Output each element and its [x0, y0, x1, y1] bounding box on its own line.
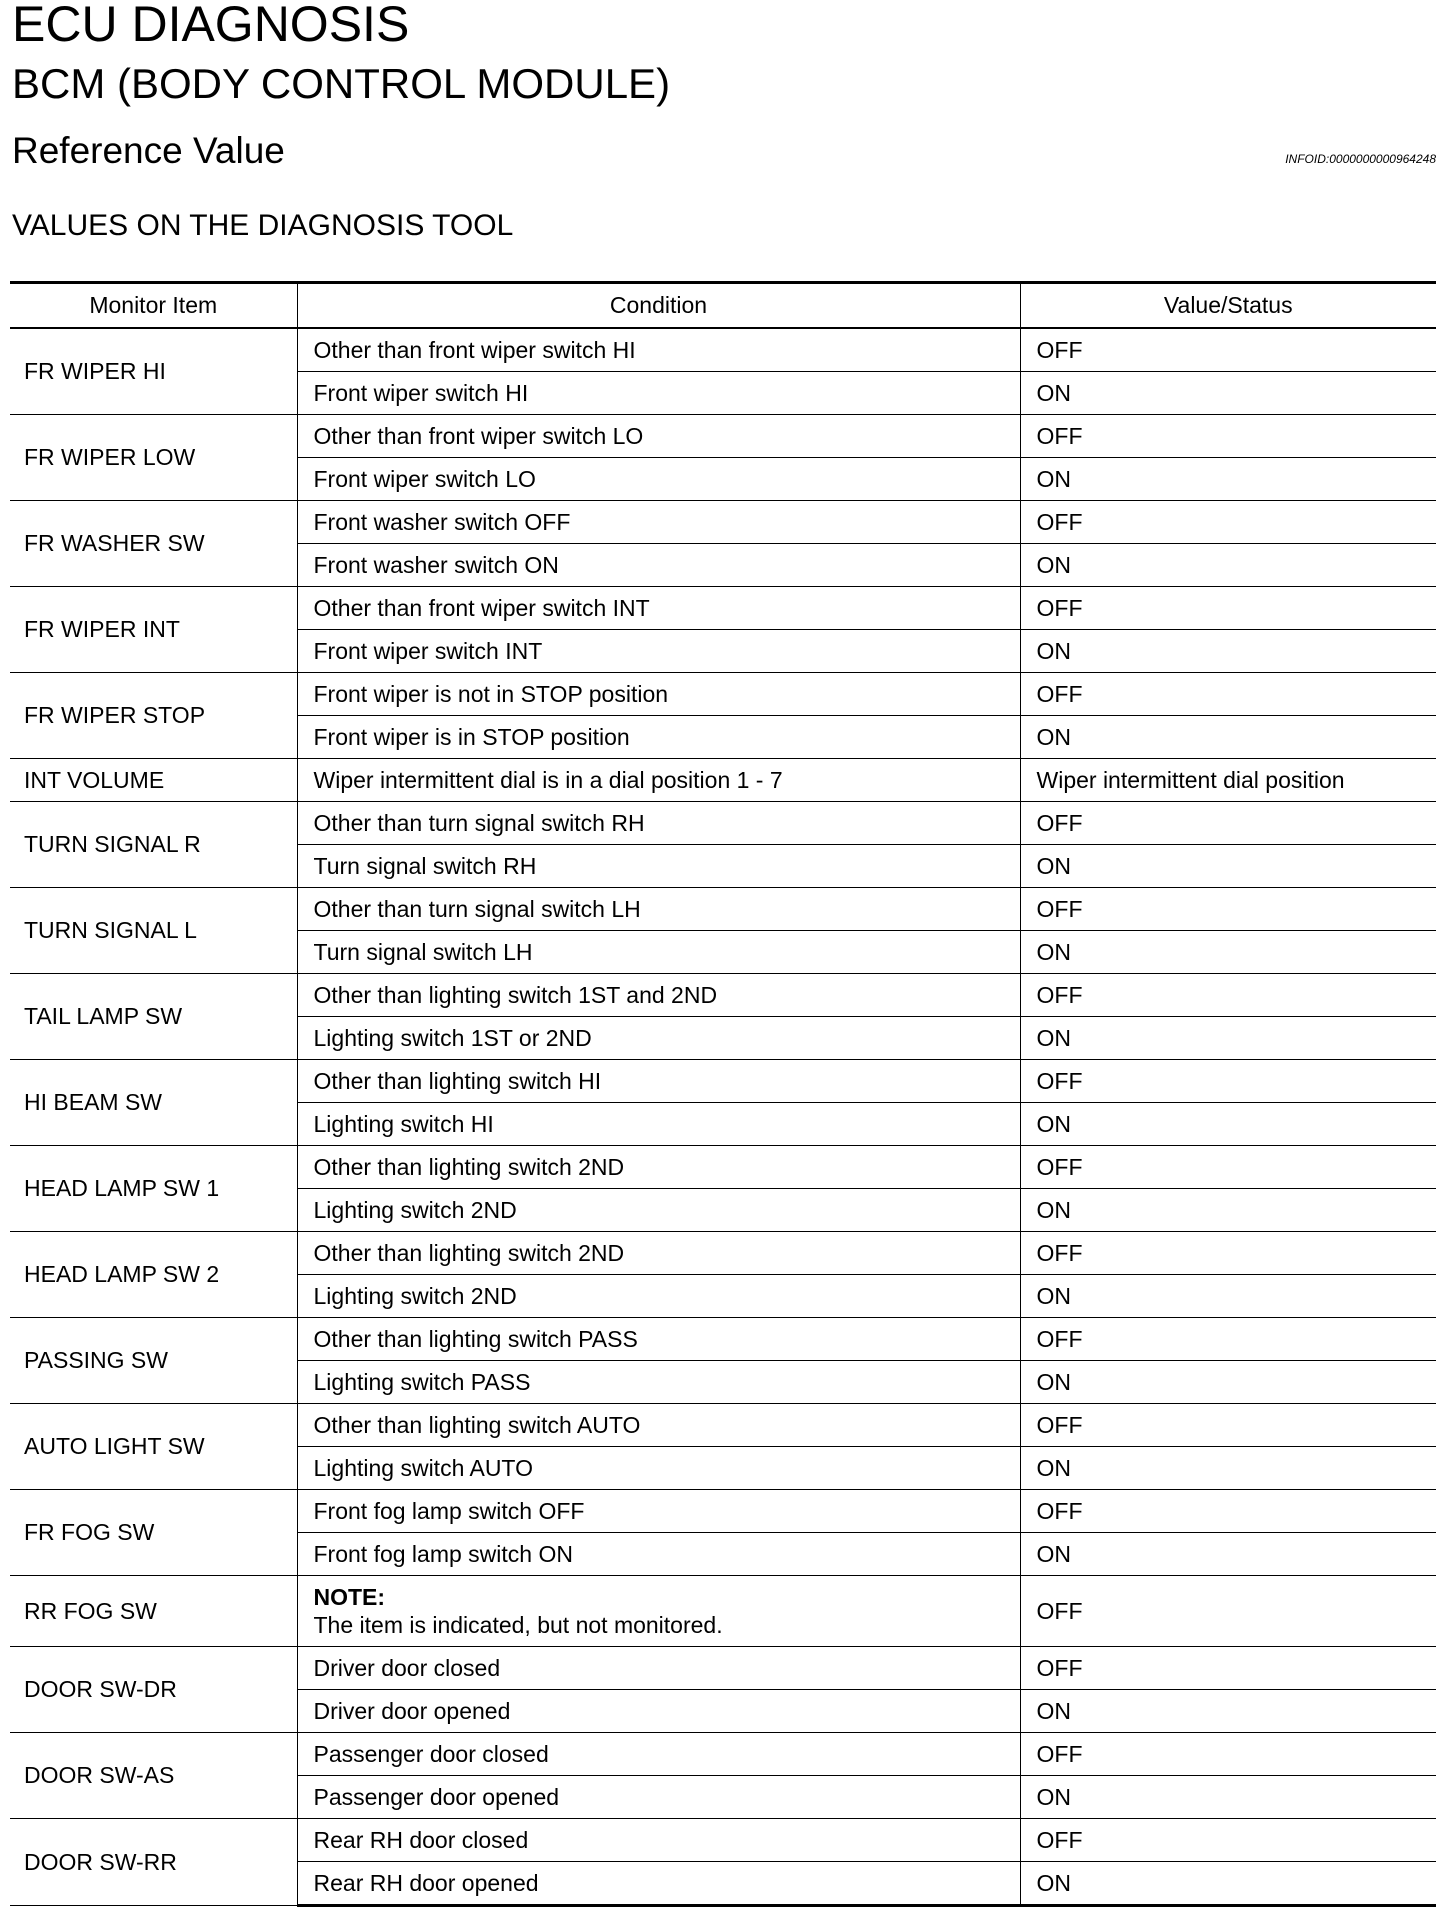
value-status-cell: OFF	[1020, 1404, 1436, 1447]
reference-value-table	[10, 281, 1436, 1907]
condition-cell: Lighting switch 2ND	[297, 1189, 1020, 1232]
monitor-item-cell: FR FOG SW	[10, 1490, 297, 1576]
value-status-cell: OFF	[1020, 1318, 1436, 1361]
value-status-cell: ON	[1020, 1103, 1436, 1146]
monitor-item-cell: AUTO LIGHT SW	[10, 1404, 297, 1490]
table-row	[10, 587, 1436, 630]
condition-cell: Other than lighting switch 2ND	[297, 1232, 1020, 1275]
page-title: ECU DIAGNOSIS	[12, 0, 410, 52]
value-status-cell: ON	[1020, 1017, 1436, 1060]
table-row	[10, 1232, 1436, 1275]
value-status-cell: OFF	[1020, 501, 1436, 544]
table-row	[10, 1576, 1436, 1647]
table-row	[10, 1819, 1436, 1862]
column-header-condition: Condition	[297, 283, 1020, 329]
value-status-cell: ON	[1020, 372, 1436, 415]
value-status-cell: OFF	[1020, 974, 1436, 1017]
value-status-cell: OFF	[1020, 1576, 1436, 1647]
monitor-item-cell: DOOR SW-DR	[10, 1647, 297, 1733]
table-row	[10, 1647, 1436, 1690]
value-status-cell: ON	[1020, 1862, 1436, 1906]
table-header-row	[10, 283, 1436, 329]
condition-cell: Front washer switch ON	[297, 544, 1020, 587]
table-row	[10, 1733, 1436, 1776]
condition-cell: Other than turn signal switch RH	[297, 802, 1020, 845]
value-status-cell: ON	[1020, 1189, 1436, 1232]
monitor-item-cell: HEAD LAMP SW 1	[10, 1146, 297, 1232]
value-status-cell: ON	[1020, 716, 1436, 759]
value-status-cell: ON	[1020, 458, 1436, 501]
value-status-cell: OFF	[1020, 888, 1436, 931]
value-status-cell: OFF	[1020, 1733, 1436, 1776]
value-status-cell: OFF	[1020, 802, 1436, 845]
table-row	[10, 974, 1436, 1017]
condition-cell: Other than lighting switch 2ND	[297, 1146, 1020, 1189]
monitor-item-cell: FR WIPER HI	[10, 328, 297, 415]
monitor-item-cell: DOOR SW-RR	[10, 1819, 297, 1906]
condition-cell: Front wiper switch INT	[297, 630, 1020, 673]
condition-cell: Driver door closed	[297, 1647, 1020, 1690]
value-status-cell: OFF	[1020, 1060, 1436, 1103]
condition-cell: Other than front wiper switch LO	[297, 415, 1020, 458]
table-row	[10, 888, 1436, 931]
monitor-item-cell: RR FOG SW	[10, 1576, 297, 1647]
condition-cell	[297, 1576, 1020, 1647]
table-row	[10, 1490, 1436, 1533]
table-row	[10, 501, 1436, 544]
value-status-cell: ON	[1020, 1361, 1436, 1404]
value-status-cell: OFF	[1020, 1490, 1436, 1533]
condition-cell: Turn signal switch LH	[297, 931, 1020, 974]
condition-cell: Front wiper switch HI	[297, 372, 1020, 415]
condition-cell: Front wiper switch LO	[297, 458, 1020, 501]
condition-cell: Wiper intermittent dial is in a dial position 1 - 7	[297, 759, 1020, 802]
condition-cell: Other than lighting switch HI	[297, 1060, 1020, 1103]
condition-cell: Other than front wiper switch INT	[297, 587, 1020, 630]
value-status-cell: OFF	[1020, 673, 1436, 716]
value-status-cell: OFF	[1020, 1819, 1436, 1862]
monitor-item-cell: FR WASHER SW	[10, 501, 297, 587]
monitor-item-cell: PASSING SW	[10, 1318, 297, 1404]
condition-cell: Front wiper is in STOP position	[297, 716, 1020, 759]
table-row	[10, 415, 1436, 458]
table-row	[10, 1404, 1436, 1447]
monitor-item-cell: INT VOLUME	[10, 759, 297, 802]
condition-cell: Rear RH door closed	[297, 1819, 1020, 1862]
info-id: INFOID:0000000000964248	[1285, 152, 1436, 166]
value-status-cell: OFF	[1020, 415, 1436, 458]
condition-cell: Lighting switch PASS	[297, 1361, 1020, 1404]
note-title: NOTE:	[313, 1584, 386, 1610]
monitor-item-cell: DOOR SW-AS	[10, 1733, 297, 1819]
value-status-cell: ON	[1020, 630, 1436, 673]
value-status-cell: ON	[1020, 1275, 1436, 1318]
condition-cell: Front washer switch OFF	[297, 501, 1020, 544]
value-status-cell: ON	[1020, 845, 1436, 888]
condition-cell: Passenger door opened	[297, 1776, 1020, 1819]
condition-cell: Other than lighting switch 1ST and 2ND	[297, 974, 1020, 1017]
value-status-cell: OFF	[1020, 328, 1436, 372]
column-header-monitor-item: Monitor Item	[10, 283, 297, 329]
monitor-item-cell: FR WIPER STOP	[10, 673, 297, 759]
monitor-item-cell: FR WIPER LOW	[10, 415, 297, 501]
value-status-cell: ON	[1020, 1447, 1436, 1490]
table-row	[10, 759, 1436, 802]
condition-cell: Other than lighting switch PASS	[297, 1318, 1020, 1361]
value-status-cell: ON	[1020, 1776, 1436, 1819]
condition-cell: Other than lighting switch AUTO	[297, 1404, 1020, 1447]
value-status-cell: OFF	[1020, 1146, 1436, 1189]
subsection-title: VALUES ON THE DIAGNOSIS TOOL	[12, 209, 514, 242]
module-title: BCM (BODY CONTROL MODULE)	[12, 60, 671, 107]
table-row	[10, 802, 1436, 845]
condition-cell: Turn signal switch RH	[297, 845, 1020, 888]
section-title: Reference Value	[12, 130, 285, 171]
value-status-cell: ON	[1020, 1690, 1436, 1733]
column-header-value-status: Value/Status	[1020, 283, 1436, 329]
note-text: The item is indicated, but not monitored.	[313, 1612, 723, 1638]
table-row	[10, 1146, 1436, 1189]
monitor-item-cell: FR WIPER INT	[10, 587, 297, 673]
condition-cell: Other than front wiper switch HI	[297, 328, 1020, 372]
table-row	[10, 673, 1436, 716]
condition-cell: Lighting switch 1ST or 2ND	[297, 1017, 1020, 1060]
value-status-cell: ON	[1020, 544, 1436, 587]
value-status-cell: OFF	[1020, 1647, 1436, 1690]
condition-cell: Lighting switch 2ND	[297, 1275, 1020, 1318]
condition-cell: Lighting switch HI	[297, 1103, 1020, 1146]
value-status-cell: OFF	[1020, 587, 1436, 630]
value-status-cell: ON	[1020, 931, 1436, 974]
condition-cell: Rear RH door opened	[297, 1862, 1020, 1906]
condition-cell: Front fog lamp switch OFF	[297, 1490, 1020, 1533]
value-status-cell: ON	[1020, 1533, 1436, 1576]
monitor-item-cell: TAIL LAMP SW	[10, 974, 297, 1060]
monitor-item-cell: HEAD LAMP SW 2	[10, 1232, 297, 1318]
condition-cell: Front wiper is not in STOP position	[297, 673, 1020, 716]
monitor-item-cell: HI BEAM SW	[10, 1060, 297, 1146]
table-row	[10, 1318, 1436, 1361]
table-row	[10, 1060, 1436, 1103]
monitor-item-cell: TURN SIGNAL R	[10, 802, 297, 888]
condition-cell: Front fog lamp switch ON	[297, 1533, 1020, 1576]
condition-cell: Passenger door closed	[297, 1733, 1020, 1776]
monitor-item-cell: TURN SIGNAL L	[10, 888, 297, 974]
table-body	[10, 328, 1436, 1906]
condition-cell: Lighting switch AUTO	[297, 1447, 1020, 1490]
condition-cell: Driver door opened	[297, 1690, 1020, 1733]
value-status-cell: OFF	[1020, 1232, 1436, 1275]
table-row	[10, 328, 1436, 372]
value-status-cell: Wiper intermittent dial position	[1020, 759, 1436, 802]
condition-cell: Other than turn signal switch LH	[297, 888, 1020, 931]
